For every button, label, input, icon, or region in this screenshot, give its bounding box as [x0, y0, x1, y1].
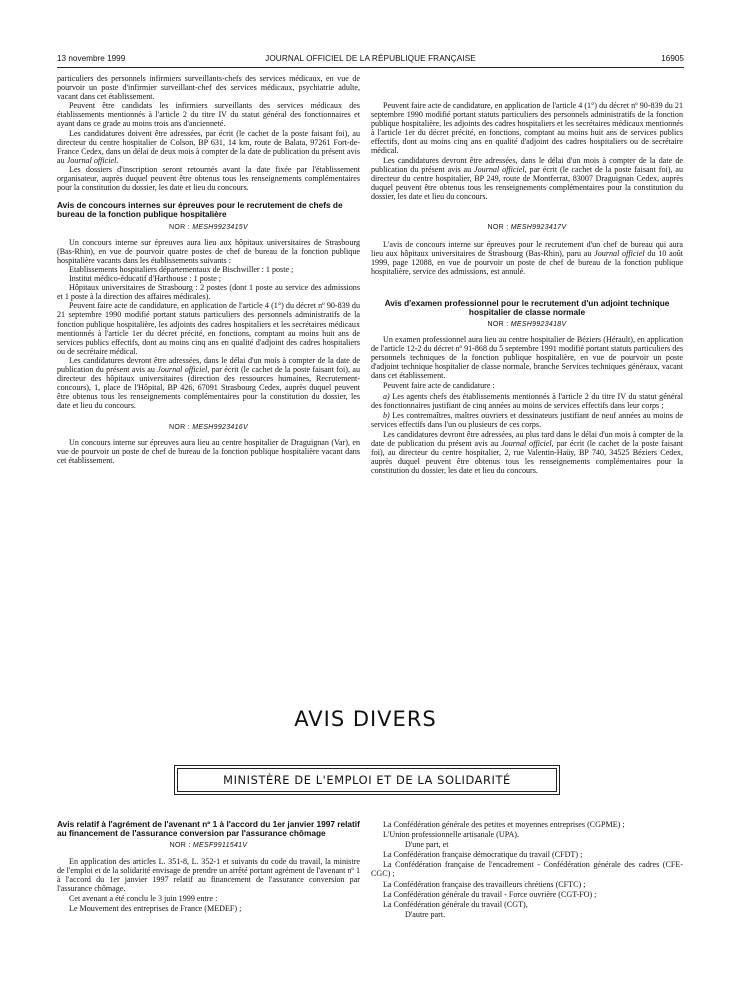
notice-heading: Avis de concours internes sur épreuves pour le recrutement de chefs de bureau de la fonction publique hospitalière: [57, 200, 343, 220]
journal-title: JOURNAL OFFICIEL DE LA RÉPUBLIQUE FRANÇAISE: [265, 54, 476, 63]
paragraph: particuliers des personnels infirmiers surveillants-chefs des services médicaux, en vue de pourvoir un poste d'infirmier surveillant-chef des services médicaux, psychiatrie adulte, vacant dans cet établissement.: [57, 74, 360, 102]
nor-reference: NOR : MESH9923415V: [169, 223, 248, 231]
lower-right-column: [371, 820, 683, 919]
nor-reference: NOR : MESH9923417V: [487, 224, 567, 232]
paragraph: En application des articles L. 351-8, L. 352-1 et suivants du code du travail, la ministre de l'emploi et de la solidarité envisage de prendre un arrêté portant agrément de l'avenant nº 1 à l'accord du 1er janvier 1997 relatif au financement de l'assurance conversion par l'assurance chômage.: [57, 856, 360, 893]
paragraph: Un examen professionnel aura lieu au centre hospitalier de Béziers (Hérault), en application de l'article 12-2 du décret nº 91-868 du 5 septembre 1991 modifié portant statuts particuliers des personnels techniques de la fonction publique hospitalière, en vue de pourvoir un poste d'adjoint technique hospitalier de classe normale, branche Services techniques généraux, vacant dans cet établissement.: [371, 335, 683, 381]
paragraph: Etablissements hospitaliers départementaux de Bischwiller : 1 poste ;: [69, 265, 294, 274]
paragraph: Institut médico-éducatif d'Harthouse : 1 poste ;: [69, 274, 222, 284]
nor-reference: NOR : MESH9923416V: [169, 423, 248, 431]
page-header: [57, 54, 684, 66]
paragraph: Peuvent être candidats les infirmiers surveillants des services médicaux des établissements mentionnés à l'article 2 du titre IV du statut général des fonctionnaires et ayant dans ce grade au moins trois ans d'ancienneté.: [57, 101, 360, 129]
paragraph: Peuvent faire acte de candidature, en application de l'article 4 (1°) du décret nº 90-839 du 21 septembre 1990 modifié portant statuts particuliers des personnels administratifs de la fonction publique hospitalière, les adjoints des cadres hospitaliers et les secrétaires médicaux mentionnés à l'article 1er du décret précité, en fonctions, comptant au moins huit ans de services publics effectifs, dont au moins cinq ans en qualité d'adjoint des cadres hospitaliers ou de secrétaire médical.: [371, 101, 683, 156]
paragraph: Un concours interne sur épreuves aura lieu au centre hospitalier de Draguignan (Var), en vue de pourvoir un poste de chef de bureau de la fonction publique hospitalière vacant dans cet établissement.: [57, 437, 360, 465]
nor-reference: NOR : MESH9923418V: [487, 320, 567, 328]
paragraph: Les candidatures devront être adressées, dans le délai d'un mois à compter de la date de publication du présent avis au Journal officiel, par écrit (le cachet de la poste faisant foi), au directeur du centre hospitalier, BP 249, route de Montferrat, 83007 Draguignan Cedex, auprès duquel peuvent être obtenus tous les renseignements complémentaires pour la constitution du dossier, les date et lieu du concours.: [371, 155, 683, 201]
header-rule: [57, 67, 684, 68]
paragraph: Les candidatures doivent être adressées, par écrit (le cachet de la poste faisant foi), au directeur du centre hospitalier de Colson, BP 631, 14 km, route de Balata, 97261 Fort-de-France Cedex, dans un délai de deux mois à compter de la date de publication du présent avis au Journal officiel.: [57, 128, 360, 165]
paragraph: Le Mouvement des entreprises de France (MEDEF) ;: [69, 903, 242, 913]
issue-date: 13 novembre 1999: [57, 54, 126, 63]
paragraph: D'une part, et: [405, 840, 449, 850]
section-title: AVIS DIVERS: [294, 707, 437, 731]
paragraph: Cet avenant a été conclu le 3 juin 1999 entre :: [69, 893, 218, 903]
page-number: 16905: [661, 54, 684, 63]
paragraph: Peuvent faire acte de candidature :: [383, 381, 495, 391]
paragraph: La Confédération française de l'encadrement - Confédération générale des cadres (CFE-CGC) ;: [371, 860, 683, 879]
paragraph: La Confédération française des travailleurs chrétiens (CFTC) ;: [383, 879, 586, 889]
paragraph: Les dossiers d'inscription seront retournés avant la date fixée par l'établissement organisateur, auprès duquel peuvent être obtenus tous les renseignements complémentaires pour la constitution du dossier, les date et lieu du concours.: [57, 164, 360, 193]
paragraph: L'Union professionnelle artisanale (UPA).: [383, 830, 520, 840]
paragraph: La Confédération générale du travail - Force ouvrière (CGT-FO) ;: [383, 889, 597, 899]
paragraph: Peuvent faire acte de candidature, en application de l'article 4 (1°) du décret nº 90-839 du 21 septembre 1990 modifié portant statuts particuliers des personnels administratifs de la fonction publique hospitalière, les adjoints des cadres hospitaliers et les secrétaires médicaux mentionnés à l'article 1er du décret précité, en fonctions, comptant au moins huit ans de services publics effectifs, dont au moins cinq ans en qualité d'adjoint des cadres hospitaliers ou de secrétaire médical.: [57, 301, 360, 356]
paragraph: Hôpitaux universitaires de Strasbourg : 2 postes (dont 1 poste au service des admissions et 1 poste à la direction des affaires médicales).: [57, 283, 360, 302]
paragraph: b) Les contremaîtres, maîtres ouvriers et dessinateurs justifiant de neuf années au moins de services effectifs dans l'un ou plusieurs de ces corps.: [371, 410, 683, 429]
paragraph: Les candidatures devront être adressées, dans le délai d'un mois à compter de la date de publication du présent avis au Journal officiel, par écrit (le cachet de la poste faisant foi), au directeur des hôpitaux universitaires (direction des ressources humaines, Recrutement-concours), 1, place de l'Hôpital, BP 426, 67091 Strasbourg Cedex, auprès duquel peuvent être obtenus tous les renseignements complémentaires pour la constitution du dossier, les date et lieu du concours.: [57, 355, 360, 411]
lower-left-column: [57, 820, 360, 913]
notice-heading: Avis relatif à l'agrément de l'avenant nº 1 à l'accord du 1er janvier 1997 relatif au financement de l'assurance conversion par l'assurance chômage: [57, 819, 360, 839]
paragraph: La Confédération générale du travail (CGT),: [383, 899, 528, 909]
ministry-banner: MINISTÈRE DE L'EMPLOI ET DE LA SOLIDARITÉ: [177, 768, 557, 792]
paragraph: Les candidatures devront être adressées, au plus tard dans le délai d'un mois à compter de la date de publication du présent avis au Journal officiel, par écrit (le cachet de la poste faisant foi), au directeur du centre hospitalier, 2, rue Valentin-Haüy, BP 740, 34525 Béziers Cedex, auprès duquel peuvent être obtenus tous les renseignements complémentaires pour la constitution du dossier, les date et lieu du concours.: [371, 429, 684, 476]
paragraph: Un concours interne sur épreuves aura lieu aux hôpitaux universitaires de Strasbourg (Bas-Rhin), en vue de pourvoir quatre postes de chef de bureau de la fonction publique hospitalière vacants dans les établissements suivants :: [57, 237, 360, 265]
notice-heading: Avis d'examen professionnel pour le recrutement d'un adjoint technique hospitalier de classe normale: [384, 297, 670, 317]
paragraph: a) Les agents chefs des établissements mentionnés à l'article 2 du titre IV du statut général des fonctionnaires justifiant de cinq années au moins de services effectifs dans leur corps ;: [371, 391, 683, 410]
paragraph: La Confédération française démocratique du travail (CFDT) ;: [383, 850, 583, 860]
nor-reference: NOR : MESF9911541V: [169, 842, 248, 850]
paragraph: D'autre part.: [405, 909, 446, 919]
paragraph: La Confédération générale des petites et moyennes entreprises (CGPME) ;: [383, 820, 625, 829]
left-column: [57, 74, 360, 465]
paragraph: L'avis de concours interne sur épreuves pour le recrutement d'un chef de bureau qui aura lieu aux hôpitaux universitaires de Strasbourg (Bas-Rhin), paru au Journal officiel du 10 août 1999, page 12088, en vue de pourvoir un poste de chef de bureau de la fonction publique hospitalière, service des admissions, est annulé.: [371, 240, 683, 277]
right-column: [371, 101, 683, 475]
